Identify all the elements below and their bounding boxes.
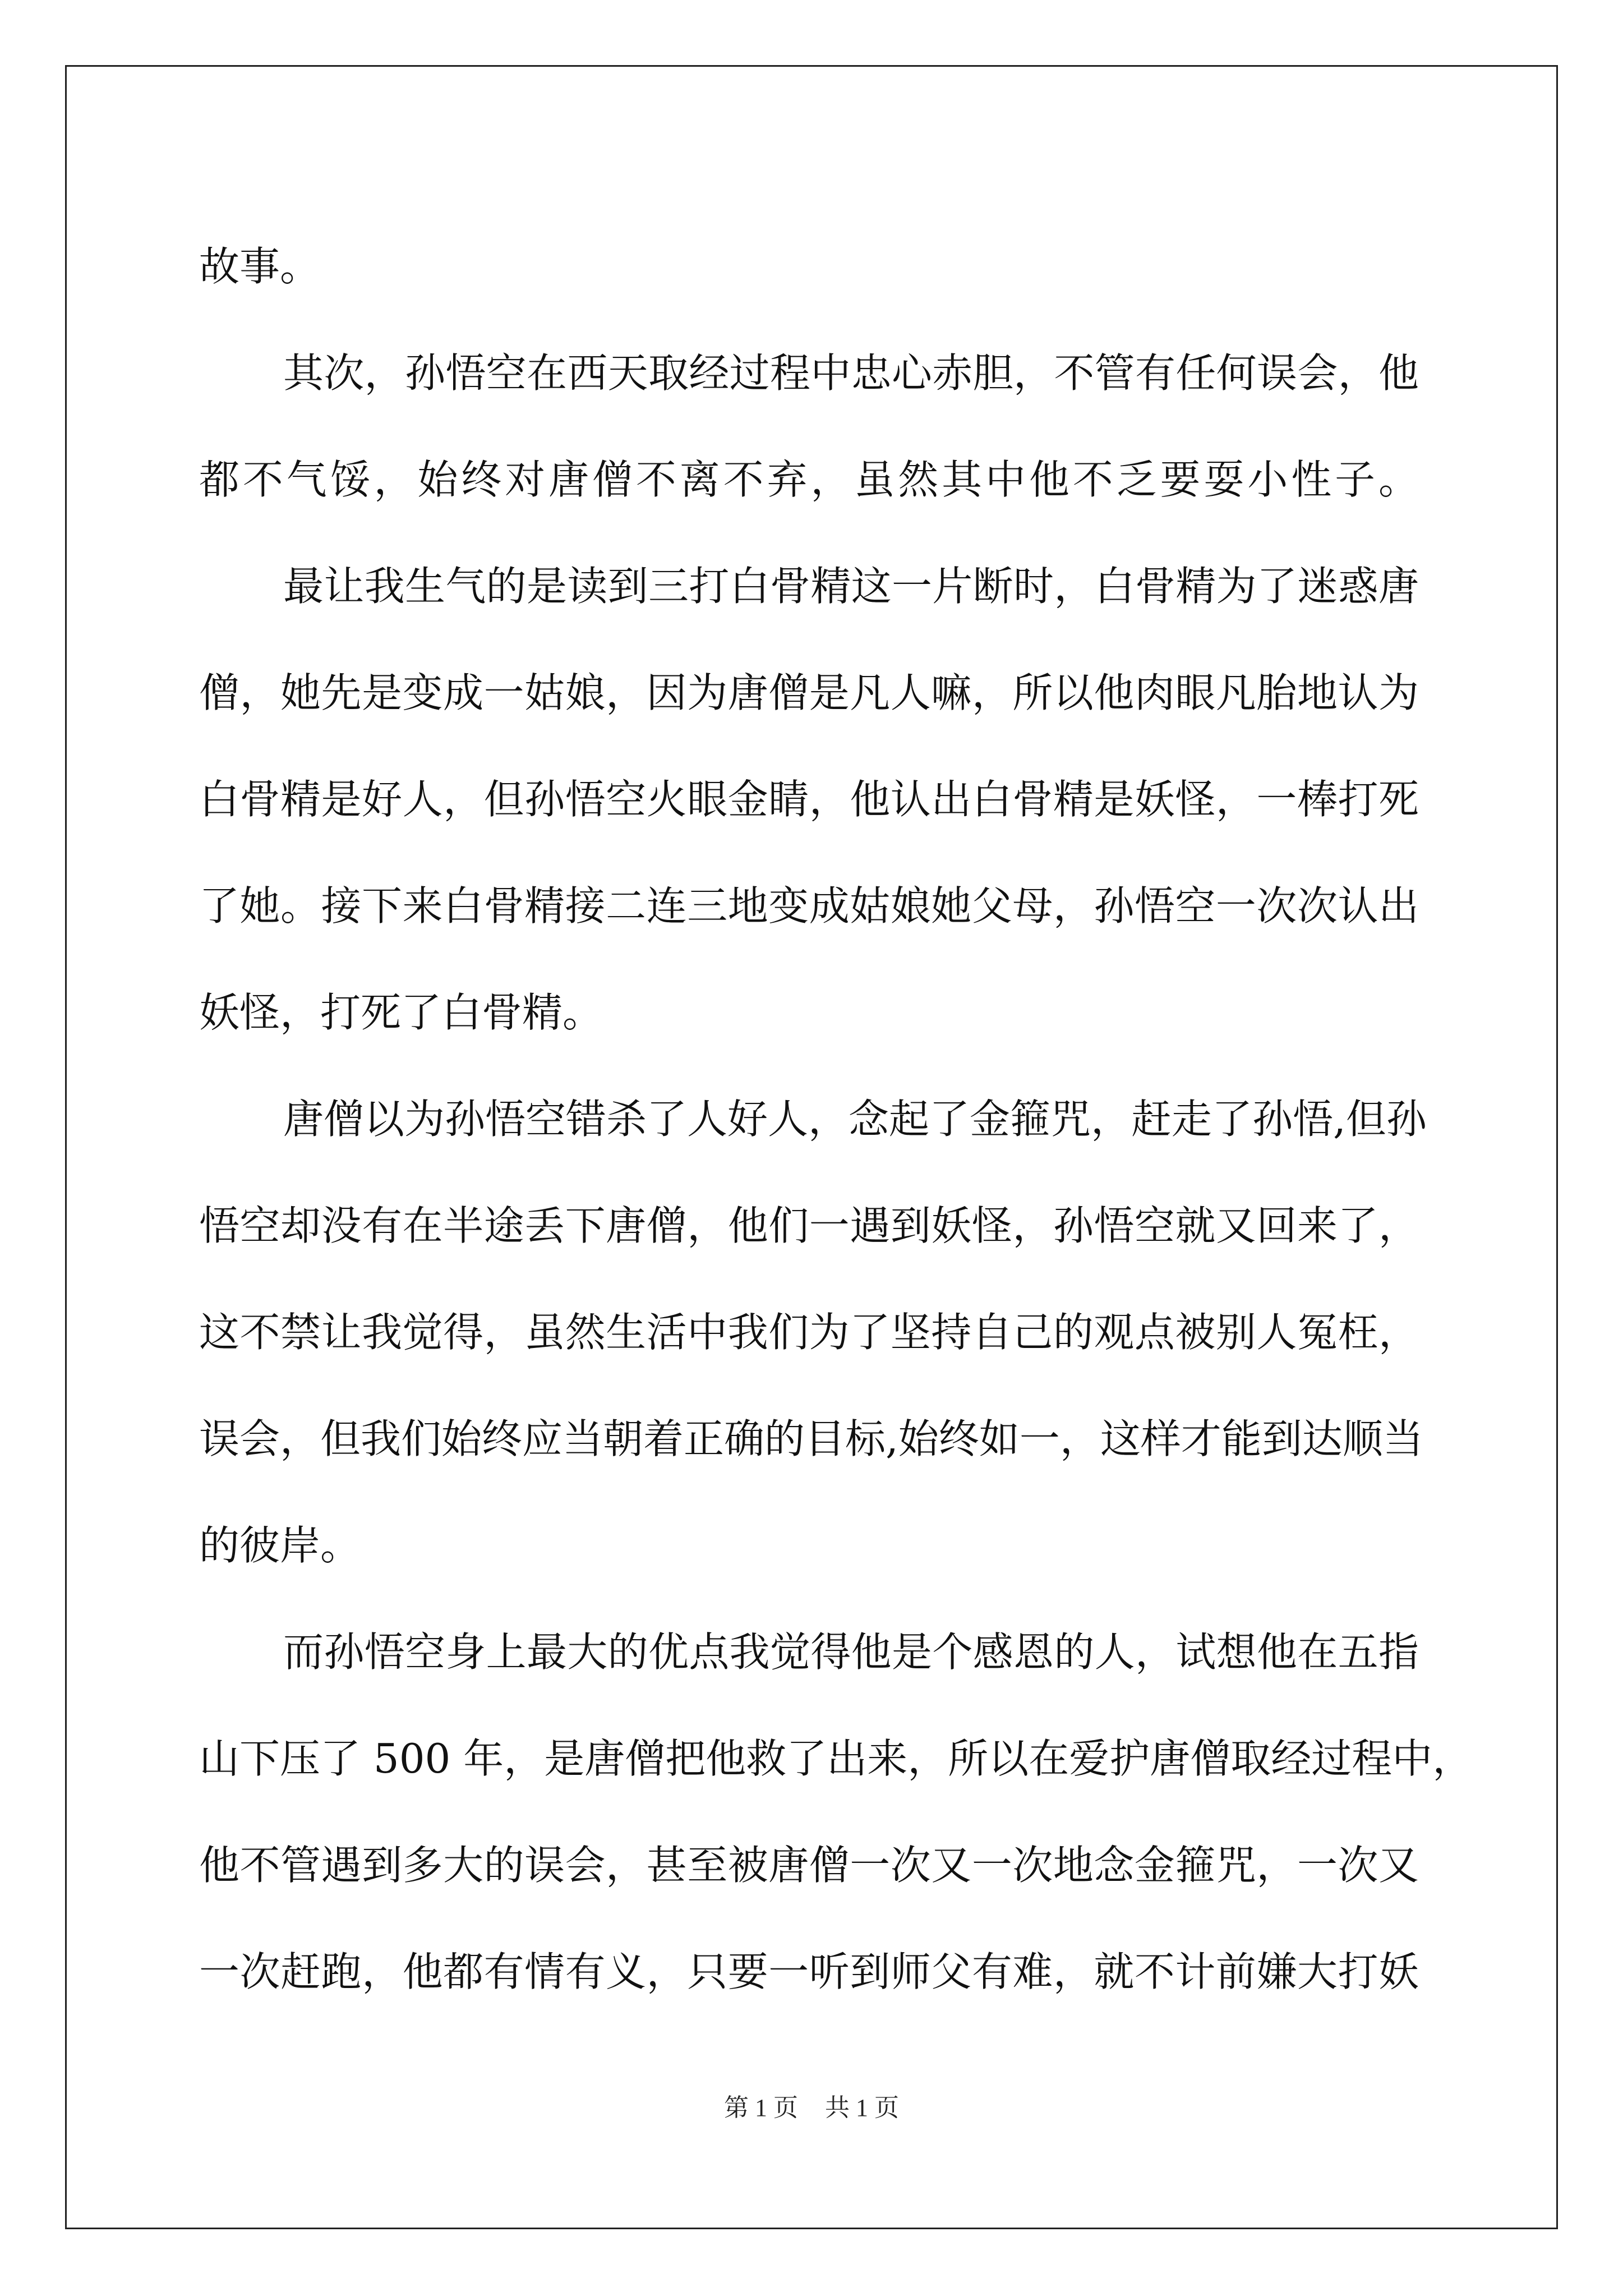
- text-line: 悟空却没有在半途丢下唐僧，他们一遇到妖怪，孙悟空就又回来了，: [199, 1202, 1419, 1249]
- text-line: 一次赶跑，他都有情有义，只要一听到师父有难，就不计前嫌大打妖: [199, 1948, 1419, 1995]
- text-line: 故事。: [199, 243, 321, 290]
- text-line: 妖怪，打死了白骨精。: [199, 989, 603, 1036]
- text-line: 最让我生气的是读到三打白骨精这一片断时，白骨精为了迷惑唐: [283, 563, 1419, 610]
- page-footer: [0, 2091, 1623, 2125]
- document-body: [199, 213, 1473, 2025]
- page-number: 第 1 页: [724, 2094, 798, 2122]
- text-line: 误会，但我们始终应当朝着正确的目标,始终如一，这样才能到达顺当: [199, 1415, 1423, 1462]
- text-line: 了她。接下来白骨精接二连三地变成姑娘她父母，孙悟空一次次认出: [199, 882, 1419, 930]
- text-line: 僧，她先是变成一姑娘，因为唐僧是凡人嘛，所以他肉眼凡胎地认为: [199, 669, 1419, 716]
- text-line: 白骨精是好人，但孙悟空火眼金睛，他认出白骨精是妖怪，一棒打死: [199, 776, 1419, 823]
- text-line: 唐僧以为孙悟空错杀了人好人，念起了金箍咒，赶走了孙悟,但孙: [283, 1096, 1427, 1143]
- text-line: 的彼岸。: [199, 1522, 361, 1569]
- text-line: 其次，孙悟空在西天取经过程中忠心赤胆，不管有任何误会，他: [283, 349, 1419, 397]
- text-line: 这不禁让我觉得，虽然生活中我们为了坚持自己的观点被别人冤枉，: [199, 1309, 1419, 1356]
- text-line: 他不管遇到多大的误会，甚至被唐僧一次又一次地念金箍咒，一次又: [199, 1842, 1419, 1889]
- text-line: 山下压了 500 年，是唐僧把他救了出来，所以在爱护唐僧取经过程中，: [199, 1735, 1473, 1782]
- text-line: 而孙悟空身上最大的优点我觉得他是个感恩的人，试想他在五指: [283, 1628, 1419, 1676]
- text-line: 都不气馁，始终对唐僧不离不弃，虽然其中他不乏要耍小性子。: [199, 456, 1419, 503]
- page-count: 共 1 页: [825, 2094, 899, 2122]
